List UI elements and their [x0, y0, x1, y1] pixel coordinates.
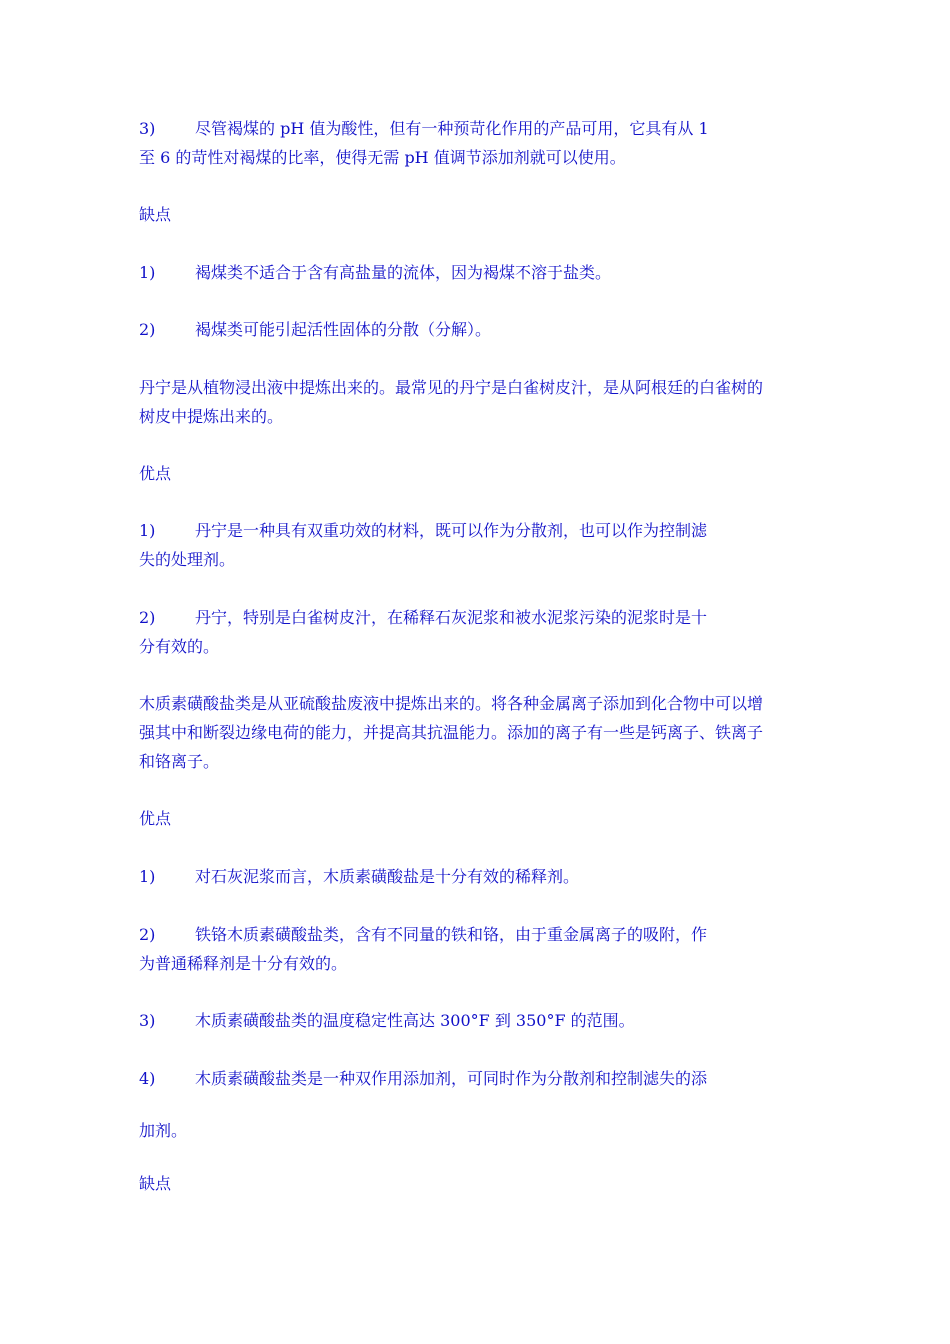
list-item-continuation: 为普通稀释剂是十分有效的。	[139, 954, 348, 973]
lignite-advantage-3	[139, 114, 819, 172]
paragraph-line: 和铬离子。	[139, 752, 220, 771]
ligno-advantage-4-continuation: 加剂。	[139, 1121, 188, 1140]
list-text: 木质素磺酸盐类是一种双作用添加剂，可同时作为分散剂和控制滤失的添	[195, 1069, 708, 1088]
tannin-pros-heading: 优点	[139, 464, 172, 483]
list-number: 3)	[139, 1011, 156, 1030]
ligno-advantage-2	[139, 920, 819, 978]
list-number: 1)	[139, 263, 156, 282]
ligno-pros-heading: 优点	[139, 809, 172, 828]
list-number: 1)	[139, 521, 156, 540]
list-number: 2)	[139, 925, 156, 944]
list-number: 1)	[139, 867, 156, 886]
list-text: 褐煤类可能引起活性固体的分散（分解）。	[195, 320, 492, 339]
paragraph-line: 木质素磺酸盐类是从亚硫酸盐废液中提炼出来的。将各种金属离子添加到化合物中可以增	[139, 694, 764, 713]
paragraph-line: 丹宁是从植物浸出液中提炼出来的。最常见的丹宁是白雀树皮汁，是从阿根廷的白雀树的	[139, 378, 764, 397]
lignite-disadvantage-1	[139, 258, 819, 287]
list-number: 2)	[139, 608, 156, 627]
paragraph-line: 强其中和断裂边缘电荷的能力，并提高其抗温能力。添加的离子有一些是钙离子、铁离子	[139, 723, 764, 742]
list-item-line	[139, 114, 819, 143]
list-item-continuation: 分有效的。	[139, 637, 220, 656]
list-text: 丹宁是一种具有双重功效的材料，既可以作为分散剂，也可以作为控制滤	[195, 521, 708, 540]
tannin-advantage-2	[139, 603, 819, 661]
list-text: 褐煤类不适合于含有高盐量的流体，因为褐煤不溶于盐类。	[195, 263, 612, 282]
ligno-advantage-1	[139, 862, 819, 891]
ligno-advantage-4	[139, 1064, 819, 1093]
list-item-line	[139, 603, 819, 632]
list-number: 4)	[139, 1069, 156, 1088]
lignite-cons-heading: 缺点	[139, 205, 172, 224]
paragraph-line: 树皮中提炼出来的。	[139, 407, 284, 426]
list-text: 丹宁，特别是白雀树皮汁，在稀释石灰泥浆和被水泥浆污染的泥浆时是十	[195, 608, 708, 627]
list-item-continuation: 至 6 的苛性对褐煤的比率，使得无需 pH 值调节添加剂就可以使用。	[139, 148, 626, 167]
lignite-disadvantage-2	[139, 315, 819, 344]
list-item-line	[139, 516, 819, 545]
list-text: 对石灰泥浆而言，木质素磺酸盐是十分有效的稀释剂。	[195, 867, 580, 886]
list-item-continuation: 失的处理剂。	[139, 550, 236, 569]
list-number: 3)	[139, 119, 156, 138]
ligno-advantage-3	[139, 1006, 819, 1035]
ligno-cons-heading: 缺点	[139, 1174, 172, 1193]
list-item-line	[139, 920, 819, 949]
list-text: 铁铬木质素磺酸盐类，含有不同量的铁和铬，由于重金属离子的吸附，作	[195, 925, 708, 944]
lignosulfonate-intro-paragraph	[139, 689, 819, 776]
tannin-advantage-1	[139, 516, 819, 574]
list-number: 2)	[139, 320, 156, 339]
list-text: 木质素磺酸盐类的温度稳定性高达 300°F 到 350°F 的范围。	[195, 1011, 635, 1030]
tannin-intro-paragraph	[139, 373, 819, 431]
list-text: 尽管褐煤的 pH 值为酸性，但有一种预苛化作用的产品可用，它具有从 1	[195, 119, 709, 138]
